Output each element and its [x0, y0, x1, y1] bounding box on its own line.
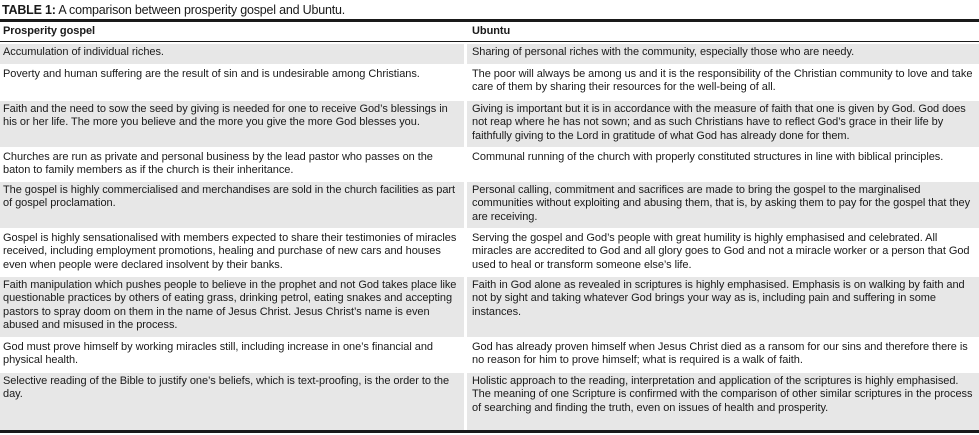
table-row [0, 42, 979, 64]
prosperity-gospel-cell: Faith and the need to sow the seed by giving is needed for one to receive God’s blessings in his or her life. The more you believe and the more you give the more God blesses you. [0, 101, 464, 147]
prosperity-gospel-cell: The gospel is highly commercialised and merchandises are sold in the church facilities as part of gospel proclamation. [0, 182, 464, 228]
ubuntu-cell: Personal calling, commitment and sacrifices are made to bring the gospel to the marginalised communities without exploiting and abusing them, that is, by asking them to pay for the gospel that they are receiving. [467, 182, 979, 228]
table-header-row [0, 22, 979, 42]
table-row [0, 337, 979, 371]
table-caption [2, 3, 345, 17]
table-caption-label: TABLE 1: [2, 3, 56, 17]
prosperity-gospel-cell: Poverty and human suffering are the result of sin and is undesirable among Christians. [3, 68, 420, 80]
table-row [0, 228, 979, 275]
table-row [0, 275, 979, 337]
prosperity-gospel-cell: God must prove himself by working miracles still, including increase in one’s financial and physical health. [3, 341, 433, 367]
table-row [0, 371, 979, 430]
prosperity-gospel-cell: Gospel is highly sensationalised with members expected to share their testimonies of miracles received, including employment promotions, healing and purchase of new cars and houses even when people were declared insolvent by their banks. [3, 232, 457, 271]
table-row [0, 147, 979, 180]
column-header-ubuntu: Ubuntu [472, 25, 511, 37]
ubuntu-cell: The poor will always be among us and it is the responsibility of the Christian community to love and take care of them by sharing their resources for the well-being of all. [472, 68, 973, 94]
table-row [0, 99, 979, 147]
ubuntu-cell: Faith in God alone as revealed in scriptures is highly emphasised. Emphasis is on walking by faith and not by sight and taking whatever God brings your way as is, including pain and suffering in some instances. [467, 277, 979, 337]
column-header-prosperity-gospel: Prosperity gospel [3, 25, 96, 37]
prosperity-gospel-cell: Churches are run as private and personal business by the lead pastor who passes on the baton to family members as if the church is their inheritance. [3, 151, 433, 177]
ubuntu-cell: Sharing of personal riches with the community, especially those who are needy. [467, 44, 979, 64]
prosperity-gospel-cell: Faith manipulation which pushes people to believe in the prophet and not God takes place like questionable practices by others of eating grass, drinking petrol, eating snakes and accepting pastors to spray doom on them in the name of Jesus Christ. Jesus Christ’s name is even abused and misused in the process. [0, 277, 464, 337]
table-row [0, 180, 979, 228]
table-caption-text: A comparison between prosperity gospel and Ubuntu. [55, 3, 346, 17]
ubuntu-cell: God has already proven himself when Jesus Christ died as a ransom for our sins and therefore there is no reason for him to prove himself; what is required is a walk of faith. [472, 341, 968, 367]
ubuntu-cell: Serving the gospel and God’s people with great humility is highly emphasised and celebrated. All miracles are accredited to God and all glory goes to God and not a miracle worker or a person that God used to heal or transform someone else’s life. [472, 232, 970, 271]
prosperity-gospel-cell: Selective reading of the Bible to justify one’s beliefs, which is text-proofing, is the order to the day. [0, 373, 464, 430]
ubuntu-cell: Giving is important but it is in accordance with the measure of faith that one is given by God. God does not reap where he has not sown; and as such Christians have to reflect God’s grace in their life by faithfully giving to the Lord in gratitude of what God has already done for them. [467, 101, 979, 147]
ubuntu-cell: Communal running of the church with properly constituted structures in line with biblical principles. [472, 151, 944, 163]
prosperity-gospel-cell: Accumulation of individual riches. [0, 44, 464, 64]
table-row [0, 64, 979, 99]
comparison-table [0, 19, 979, 433]
ubuntu-cell: Holistic approach to the reading, interpretation and application of the scriptures is highly emphasised. The meaning of one Scripture is confirmed with the comparison of other similar scriptures in the process of searching and finding the truth, even on issues of health and prosperity. [467, 373, 979, 430]
